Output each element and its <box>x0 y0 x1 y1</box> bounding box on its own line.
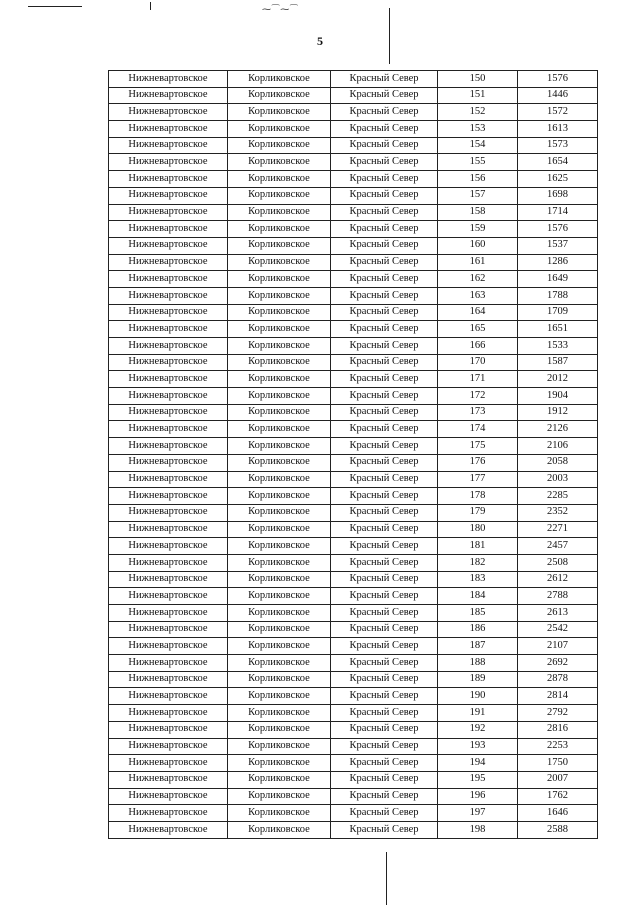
field-cell: Корликовское <box>228 504 331 521</box>
field-cell: Корликовское <box>228 521 331 538</box>
field-cell: Корликовское <box>228 788 331 805</box>
license-area-cell: Красный Север <box>331 371 438 388</box>
table-row <box>109 638 598 655</box>
scan-artifact-line <box>28 6 82 7</box>
license-area-cell: Красный Север <box>331 688 438 705</box>
table-row <box>109 154 598 171</box>
table-row <box>109 588 598 605</box>
district-cell: Нижневартовское <box>109 771 228 788</box>
pad-number-cell: 192 <box>438 721 518 738</box>
well-count-cell: 2003 <box>518 471 598 488</box>
table-row <box>109 104 598 121</box>
well-count-cell: 2788 <box>518 588 598 605</box>
pad-number-cell: 189 <box>438 671 518 688</box>
pad-number-cell: 191 <box>438 705 518 722</box>
pad-number-cell: 152 <box>438 104 518 121</box>
pad-number-cell: 197 <box>438 805 518 822</box>
well-count-cell: 2106 <box>518 438 598 455</box>
pad-number-cell: 186 <box>438 621 518 638</box>
well-count-cell: 1698 <box>518 187 598 204</box>
pad-number-cell: 178 <box>438 488 518 505</box>
district-cell: Нижневартовское <box>109 621 228 638</box>
field-cell: Корликовское <box>228 271 331 288</box>
license-area-cell: Красный Север <box>331 104 438 121</box>
field-cell: Корликовское <box>228 705 331 722</box>
table-row <box>109 571 598 588</box>
pad-number-cell: 185 <box>438 605 518 622</box>
district-cell: Нижневартовское <box>109 421 228 438</box>
license-area-cell: Красный Север <box>331 254 438 271</box>
district-cell: Нижневартовское <box>109 221 228 238</box>
district-cell: Нижневартовское <box>109 154 228 171</box>
table-row <box>109 221 598 238</box>
field-cell: Корликовское <box>228 721 331 738</box>
license-area-cell: Красный Север <box>331 588 438 605</box>
pad-number-cell: 193 <box>438 738 518 755</box>
field-cell: Корликовское <box>228 104 331 121</box>
license-area-cell: Красный Север <box>331 137 438 154</box>
field-cell: Корликовское <box>228 237 331 254</box>
table-row <box>109 705 598 722</box>
table-row <box>109 338 598 355</box>
license-area-cell: Красный Север <box>331 404 438 421</box>
field-cell: Корликовское <box>228 137 331 154</box>
district-cell: Нижневартовское <box>109 438 228 455</box>
pad-number-cell: 162 <box>438 271 518 288</box>
district-cell: Нижневартовское <box>109 705 228 722</box>
well-count-cell: 2253 <box>518 738 598 755</box>
district-cell: Нижневартовское <box>109 755 228 772</box>
well-count-cell: 1904 <box>518 388 598 405</box>
well-count-cell: 2878 <box>518 671 598 688</box>
well-count-cell: 2692 <box>518 655 598 672</box>
table-row <box>109 504 598 521</box>
license-area-cell: Красный Север <box>331 154 438 171</box>
field-cell: Корликовское <box>228 738 331 755</box>
license-area-cell: Красный Север <box>331 388 438 405</box>
license-area-cell: Красный Север <box>331 655 438 672</box>
well-count-cell: 2352 <box>518 504 598 521</box>
field-cell: Корликовское <box>228 771 331 788</box>
well-count-cell: 2613 <box>518 605 598 622</box>
table-body <box>109 71 598 839</box>
district-cell: Нижневартовское <box>109 554 228 571</box>
field-cell: Корликовское <box>228 438 331 455</box>
well-count-cell: 1533 <box>518 338 598 355</box>
pad-number-cell: 195 <box>438 771 518 788</box>
district-cell: Нижневартовское <box>109 171 228 188</box>
pad-number-cell: 164 <box>438 304 518 321</box>
district-cell: Нижневартовское <box>109 354 228 371</box>
well-count-cell: 2457 <box>518 538 598 555</box>
district-cell: Нижневартовское <box>109 471 228 488</box>
well-count-cell: 1714 <box>518 204 598 221</box>
field-cell: Корликовское <box>228 421 331 438</box>
license-area-cell: Красный Север <box>331 338 438 355</box>
license-area-cell: Красный Север <box>331 438 438 455</box>
well-count-cell: 1576 <box>518 71 598 88</box>
license-area-cell: Красный Север <box>331 488 438 505</box>
well-count-cell: 1646 <box>518 805 598 822</box>
pad-number-cell: 196 <box>438 788 518 805</box>
pad-number-cell: 155 <box>438 154 518 171</box>
field-cell: Корликовское <box>228 671 331 688</box>
table-row <box>109 771 598 788</box>
field-cell: Корликовское <box>228 805 331 822</box>
pad-number-cell: 163 <box>438 287 518 304</box>
district-cell: Нижневартовское <box>109 371 228 388</box>
field-cell: Корликовское <box>228 821 331 838</box>
well-count-cell: 1446 <box>518 87 598 104</box>
district-cell: Нижневартовское <box>109 104 228 121</box>
field-cell: Корликовское <box>228 171 331 188</box>
pad-number-cell: 170 <box>438 354 518 371</box>
well-count-cell: 2012 <box>518 371 598 388</box>
well-count-cell: 2271 <box>518 521 598 538</box>
license-area-cell: Красный Север <box>331 354 438 371</box>
table-row <box>109 71 598 88</box>
pad-number-cell: 174 <box>438 421 518 438</box>
license-area-cell: Красный Север <box>331 571 438 588</box>
license-area-cell: Красный Север <box>331 187 438 204</box>
table-row <box>109 721 598 738</box>
field-cell: Корликовское <box>228 221 331 238</box>
field-cell: Корликовское <box>228 688 331 705</box>
license-area-cell: Красный Север <box>331 621 438 638</box>
pad-number-cell: 160 <box>438 237 518 254</box>
field-cell: Корликовское <box>228 621 331 638</box>
license-area-cell: Красный Север <box>331 805 438 822</box>
district-cell: Нижневартовское <box>109 204 228 221</box>
district-cell: Нижневартовское <box>109 304 228 321</box>
pad-number-cell: 177 <box>438 471 518 488</box>
license-area-cell: Красный Север <box>331 237 438 254</box>
district-cell: Нижневартовское <box>109 404 228 421</box>
license-area-cell: Красный Север <box>331 821 438 838</box>
field-cell: Корликовское <box>228 304 331 321</box>
table-row <box>109 454 598 471</box>
pad-number-cell: 165 <box>438 321 518 338</box>
field-cell: Корликовское <box>228 588 331 605</box>
license-area-cell: Красный Север <box>331 504 438 521</box>
table-row <box>109 204 598 221</box>
well-count-cell: 2508 <box>518 554 598 571</box>
district-cell: Нижневартовское <box>109 137 228 154</box>
license-area-cell: Красный Север <box>331 454 438 471</box>
district-cell: Нижневартовское <box>109 638 228 655</box>
pad-number-cell: 153 <box>438 121 518 138</box>
district-cell: Нижневартовское <box>109 788 228 805</box>
field-cell: Корликовское <box>228 471 331 488</box>
field-cell: Корликовское <box>228 187 331 204</box>
field-cell: Корликовское <box>228 254 331 271</box>
pad-number-cell: 184 <box>438 588 518 605</box>
license-area-cell: Красный Север <box>331 471 438 488</box>
well-count-cell: 1654 <box>518 154 598 171</box>
table-row <box>109 271 598 288</box>
table-row <box>109 621 598 638</box>
pad-number-cell: 180 <box>438 521 518 538</box>
table-row <box>109 354 598 371</box>
well-count-cell: 2107 <box>518 638 598 655</box>
field-cell: Корликовское <box>228 404 331 421</box>
table-row <box>109 554 598 571</box>
pad-number-cell: 150 <box>438 71 518 88</box>
well-count-cell: 1762 <box>518 788 598 805</box>
table-row <box>109 137 598 154</box>
well-count-cell: 1651 <box>518 321 598 338</box>
field-cell: Корликовское <box>228 755 331 772</box>
page-number: 5 <box>317 34 323 48</box>
license-area-cell: Красный Север <box>331 87 438 104</box>
district-cell: Нижневартовское <box>109 488 228 505</box>
pad-number-cell: 159 <box>438 221 518 238</box>
field-cell: Корликовское <box>228 388 331 405</box>
district-cell: Нижневартовское <box>109 671 228 688</box>
license-area-cell: Красный Север <box>331 788 438 805</box>
table-row <box>109 688 598 705</box>
table-row <box>109 438 598 455</box>
well-count-cell: 1912 <box>518 404 598 421</box>
license-area-cell: Красный Север <box>331 771 438 788</box>
license-area-cell: Красный Север <box>331 538 438 555</box>
well-count-cell: 1587 <box>518 354 598 371</box>
pad-number-cell: 181 <box>438 538 518 555</box>
district-cell: Нижневартовское <box>109 187 228 204</box>
table-row <box>109 87 598 104</box>
well-count-cell: 2612 <box>518 571 598 588</box>
district-cell: Нижневартовское <box>109 254 228 271</box>
well-count-cell: 1286 <box>518 254 598 271</box>
table-row <box>109 488 598 505</box>
district-cell: Нижневартовское <box>109 237 228 254</box>
pad-number-cell: 173 <box>438 404 518 421</box>
table-row <box>109 187 598 204</box>
field-cell: Корликовское <box>228 121 331 138</box>
field-cell: Корликовское <box>228 571 331 588</box>
district-cell: Нижневартовское <box>109 521 228 538</box>
field-cell: Корликовское <box>228 605 331 622</box>
table-row <box>109 821 598 838</box>
district-cell: Нижневартовское <box>109 121 228 138</box>
table-row <box>109 605 598 622</box>
pad-number-cell: 154 <box>438 137 518 154</box>
scan-artifact-vertical-line-bottom <box>386 852 387 905</box>
well-count-cell: 2542 <box>518 621 598 638</box>
field-cell: Корликовское <box>228 71 331 88</box>
license-area-cell: Красный Север <box>331 204 438 221</box>
table-row <box>109 321 598 338</box>
license-area-cell: Красный Север <box>331 521 438 538</box>
district-cell: Нижневартовское <box>109 655 228 672</box>
field-cell: Корликовское <box>228 204 331 221</box>
pad-number-cell: 183 <box>438 571 518 588</box>
well-count-cell: 1788 <box>518 287 598 304</box>
table-row <box>109 521 598 538</box>
pad-number-cell: 198 <box>438 821 518 838</box>
pad-number-cell: 161 <box>438 254 518 271</box>
scan-artifact-smudge: ⁓⁀⁓⁀ <box>262 4 299 14</box>
well-count-cell: 1573 <box>518 137 598 154</box>
pad-number-cell: 171 <box>438 371 518 388</box>
table-row <box>109 371 598 388</box>
well-count-cell: 1649 <box>518 271 598 288</box>
pad-number-cell: 166 <box>438 338 518 355</box>
field-cell: Корликовское <box>228 87 331 104</box>
field-cell: Корликовское <box>228 338 331 355</box>
pad-number-cell: 175 <box>438 438 518 455</box>
field-cell: Корликовское <box>228 638 331 655</box>
license-area-cell: Красный Север <box>331 221 438 238</box>
license-area-cell: Красный Север <box>331 421 438 438</box>
pad-number-cell: 151 <box>438 87 518 104</box>
field-cell: Корликовское <box>228 488 331 505</box>
field-cell: Корликовское <box>228 454 331 471</box>
field-cell: Корликовское <box>228 554 331 571</box>
district-cell: Нижневартовское <box>109 71 228 88</box>
district-cell: Нижневартовское <box>109 454 228 471</box>
table-row <box>109 671 598 688</box>
license-area-cell: Красный Север <box>331 121 438 138</box>
license-area-cell: Красный Север <box>331 705 438 722</box>
well-count-cell: 1750 <box>518 755 598 772</box>
table-row <box>109 304 598 321</box>
district-cell: Нижневартовское <box>109 504 228 521</box>
pad-number-cell: 190 <box>438 688 518 705</box>
table-row <box>109 171 598 188</box>
pad-number-cell: 158 <box>438 204 518 221</box>
license-area-cell: Красный Север <box>331 554 438 571</box>
well-count-cell: 1572 <box>518 104 598 121</box>
well-count-cell: 2007 <box>518 771 598 788</box>
table-row <box>109 254 598 271</box>
pad-number-cell: 157 <box>438 187 518 204</box>
well-count-cell: 1576 <box>518 221 598 238</box>
pad-number-cell: 188 <box>438 655 518 672</box>
data-table <box>108 70 598 839</box>
license-area-cell: Красный Север <box>331 738 438 755</box>
table-row <box>109 421 598 438</box>
pad-number-cell: 182 <box>438 554 518 571</box>
district-cell: Нижневартовское <box>109 721 228 738</box>
field-cell: Корликовское <box>228 321 331 338</box>
table-row <box>109 471 598 488</box>
well-count-cell: 2126 <box>518 421 598 438</box>
pad-number-cell: 172 <box>438 388 518 405</box>
district-cell: Нижневартовское <box>109 821 228 838</box>
well-count-cell: 1709 <box>518 304 598 321</box>
table-row <box>109 805 598 822</box>
district-cell: Нижневартовское <box>109 287 228 304</box>
table-row <box>109 287 598 304</box>
table-row <box>109 738 598 755</box>
district-cell: Нижневартовское <box>109 588 228 605</box>
well-count-cell: 2792 <box>518 705 598 722</box>
pad-number-cell: 194 <box>438 755 518 772</box>
well-count-cell: 2816 <box>518 721 598 738</box>
license-area-cell: Красный Север <box>331 271 438 288</box>
well-count-cell: 1625 <box>518 171 598 188</box>
district-cell: Нижневартовское <box>109 571 228 588</box>
district-cell: Нижневартовское <box>109 87 228 104</box>
license-area-cell: Красный Север <box>331 321 438 338</box>
license-area-cell: Красный Север <box>331 71 438 88</box>
table-row <box>109 388 598 405</box>
license-area-cell: Красный Север <box>331 287 438 304</box>
pad-number-cell: 187 <box>438 638 518 655</box>
district-cell: Нижневартовское <box>109 738 228 755</box>
district-cell: Нижневартовское <box>109 388 228 405</box>
well-count-cell: 1613 <box>518 121 598 138</box>
field-cell: Корликовское <box>228 154 331 171</box>
well-count-cell: 2814 <box>518 688 598 705</box>
district-cell: Нижневартовское <box>109 605 228 622</box>
pad-number-cell: 179 <box>438 504 518 521</box>
scan-artifact-tick <box>150 2 151 10</box>
license-area-cell: Красный Север <box>331 671 438 688</box>
field-cell: Корликовское <box>228 371 331 388</box>
license-area-cell: Красный Север <box>331 638 438 655</box>
field-cell: Корликовское <box>228 287 331 304</box>
field-cell: Корликовское <box>228 655 331 672</box>
license-area-cell: Красный Север <box>331 721 438 738</box>
table-row <box>109 538 598 555</box>
well-count-cell: 2058 <box>518 454 598 471</box>
license-area-cell: Красный Север <box>331 605 438 622</box>
license-area-cell: Красный Север <box>331 171 438 188</box>
district-cell: Нижневартовское <box>109 321 228 338</box>
license-area-cell: Красный Север <box>331 304 438 321</box>
table-row <box>109 404 598 421</box>
table-row <box>109 755 598 772</box>
pad-number-cell: 156 <box>438 171 518 188</box>
license-area-cell: Красный Север <box>331 755 438 772</box>
well-count-cell: 1537 <box>518 237 598 254</box>
district-cell: Нижневартовское <box>109 688 228 705</box>
district-cell: Нижневартовское <box>109 538 228 555</box>
table-row <box>109 121 598 138</box>
well-count-cell: 2285 <box>518 488 598 505</box>
field-cell: Корликовское <box>228 538 331 555</box>
well-count-cell: 2588 <box>518 821 598 838</box>
district-cell: Нижневартовское <box>109 805 228 822</box>
district-cell: Нижневартовское <box>109 338 228 355</box>
pad-number-cell: 176 <box>438 454 518 471</box>
district-cell: Нижневартовское <box>109 271 228 288</box>
table-row <box>109 237 598 254</box>
table-row <box>109 655 598 672</box>
table-row <box>109 788 598 805</box>
field-cell: Корликовское <box>228 354 331 371</box>
